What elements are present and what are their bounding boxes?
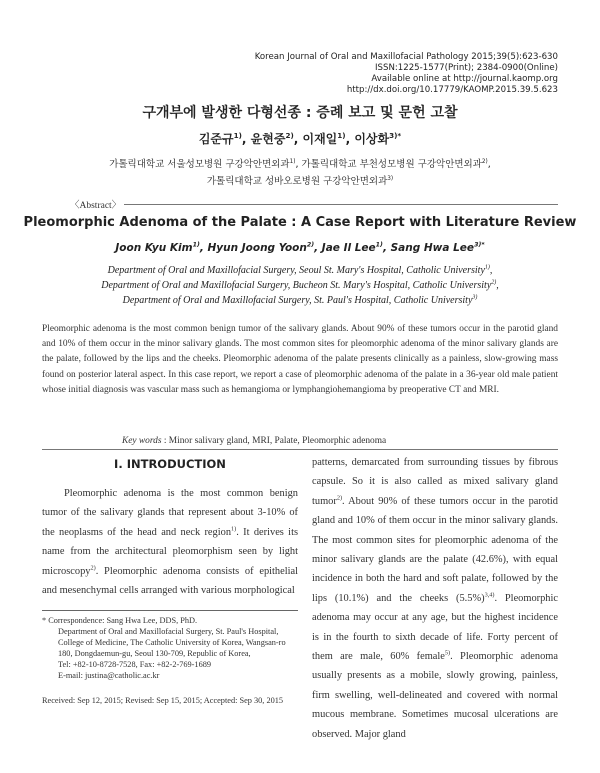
author-separator: , <box>241 132 251 146</box>
journal-doi: http://dx.doi.org/10.17779/KAOMP.2015.39.5.623 <box>346 85 558 95</box>
korean-affiliation-line-2 <box>0 173 600 187</box>
english-affiliation-3 <box>0 295 600 306</box>
english-author-3: Jae Il Lee <box>321 242 376 254</box>
citation-sup: 5) <box>444 649 451 657</box>
korean-author-1: 김준규 <box>198 132 234 146</box>
footnote-rule <box>42 610 298 611</box>
abstract-label: 〈Abstract〉 <box>70 201 122 211</box>
abstract-body: Pleomorphic adenoma is the most common benign tumor of the salivary glands. About 90% of these tumors occur in the parotid gland and 10% of them occur in the minor salivary glands. The most common sites for pleomorphic adenoma of the minor salivary glands are the palate, followed by the lips and the cheeks. Pleomorphic adenoma of the palate presents clinically as a painless, slow-growing mass found on posterior lateral aspect. In this case report, we report a case of pleomorphic adenoma of the palate in a 36-year old male patient whose initial diagnosis was vascular mass such as hemangioma or lymphangiohemangioma by preoperative CT and MRI. <box>42 324 558 395</box>
correspondence-label: * Correspondence: Sang Hwa Lee, DDS, PhD. <box>42 616 198 625</box>
author-separator: , <box>293 132 303 146</box>
english-affiliation-3-sup: 3) <box>472 294 478 301</box>
received-dates: Received: Sep 12, 2015; Revised: Sep 15, 2015; Accepted: Sep 30, 2015 <box>42 696 284 705</box>
author-separator: , <box>314 242 322 254</box>
english-author-4: Sang Hwa Lee <box>390 242 475 254</box>
korean-affiliation-line-1 <box>0 156 600 170</box>
correspondence-footnote <box>42 615 298 682</box>
intro-paragraph-1 <box>42 484 298 600</box>
english-affiliation-2 <box>0 280 600 291</box>
korean-affiliation-3: 가톨릭대학교 성바오로병원 구강악안면외과 <box>206 176 388 187</box>
korean-author-3-sup: 1) <box>337 131 346 140</box>
korean-author-3: 이재일 <box>302 132 338 146</box>
journal-availability: Available online at http://journal.kaomp.org <box>371 74 558 84</box>
english-author-1-sup: 1) <box>192 241 200 249</box>
left-column <box>42 484 298 600</box>
author-separator: , <box>382 242 391 254</box>
korean-affiliation-2: , 가톨릭대학교 부천성모병원 구강악안면외과 <box>295 159 482 170</box>
english-authors <box>0 242 600 254</box>
text-run: . It derives its name from the architectural pleomorphism seen by light microscopy <box>42 526 299 577</box>
english-affiliation-1-sup: 1) <box>484 264 490 271</box>
citation-sup: 2) <box>336 494 343 502</box>
right-column <box>312 453 558 744</box>
korean-author-4: 이상화 <box>354 132 390 146</box>
abstract-bottom-rule <box>42 449 558 450</box>
english-affiliation-1 <box>0 265 600 276</box>
section-heading-introduction: Ⅰ. INTRODUCTION <box>114 457 226 471</box>
english-affiliation-1-comma: , <box>489 265 493 276</box>
korean-affiliation-1: 가톨릭대학교 서울성모병원 구강악안면외과 <box>109 159 290 170</box>
text-run: . About 90% of these tumors occur in the parotid gland and 10% of them occur in the minor salivary glands. The most common sites for pleomorphic adenoma of the minor salivary glands are the palate (42.6%), with equal incidence in both the hard and soft palate, followed by the lips (10.1%) and the cheeks (5.5%) <box>312 495 558 604</box>
english-affiliation-2-sup: 2) <box>491 279 497 286</box>
abstract-top-rule <box>124 204 558 205</box>
english-author-2: Hyun Joong Yoon <box>207 242 307 254</box>
journal-citation: Korean Journal of Oral and Maxillofacial Pathology 2015;39(5):623-630 <box>254 52 558 62</box>
english-affiliation-2-comma: , <box>496 280 499 291</box>
keywords-text: : Minor salivary gland, MRI, Palate, Pleomorphic adenoma <box>161 436 387 446</box>
journal-masthead <box>198 52 558 96</box>
correspondence-phone: Tel: +82-10-8728-7528, Fax: +82-2-769-1689 <box>58 660 212 670</box>
english-author-2-sup: 2) <box>306 241 315 249</box>
english-title: Pleomorphic Adenoma of the Palate : A Case Report with Literature Review <box>23 215 577 230</box>
korean-affiliation-2-sup: 2) <box>481 158 488 165</box>
text-run: . Pleomorphic adenoma usually presents as a mobile, slowly growing, painless, firm swelling, well-delineated and covered with normal mucous membrane. Sometimes mucosal ulcerations are observed. Major gland <box>312 651 559 740</box>
korean-affiliation-comma: , <box>487 159 491 170</box>
text-run: patterns, demarcated from surrounding tissues by fibrous capsule. So it is also called as mixed salivary gland tumor <box>312 457 558 507</box>
english-affiliation-1-text: Department of Oral and Maxillofacial Surgery, Seoul St. Mary's Hospital, Catholic University <box>107 265 485 276</box>
text-run: . Pleomorphic adenoma consists of epithelial and mesenchymal cells arranged with various morphological <box>42 565 298 597</box>
citation-sup: 1) <box>231 525 237 533</box>
korean-title: 구개부에 발생한 다형선종 : 증례 보고 및 문헌 고찰 <box>142 105 458 121</box>
korean-author-2: 윤현중 <box>250 132 286 146</box>
english-affiliation-3-text: Department of Oral and Maxillofacial Surgery, St. Paul's Hospital, Catholic University <box>122 295 473 306</box>
citation-sup: 2) <box>90 564 96 572</box>
citation-sup: 3,4) <box>484 591 495 599</box>
keywords-label: Key words <box>122 436 162 446</box>
author-separator: , <box>345 132 355 146</box>
keywords <box>122 436 386 446</box>
text-run: Pleomorphic adenoma is the most common benign tumor of the salivary glands that represent about 3-10% of the neoplasms of the head and neck region <box>42 488 298 538</box>
english-author-3-sup: 1) <box>375 241 383 249</box>
korean-author-4-sup: 3)* <box>389 131 402 140</box>
korean-author-2-sup: 2) <box>285 131 294 140</box>
intro-paragraph-continued <box>312 453 558 744</box>
correspondence-email: E-mail: justina@catholic.ac.kr <box>58 671 160 681</box>
korean-affiliation-3-sup: 3) <box>387 175 394 182</box>
english-affiliation-2-text: Department of Oral and Maxillofacial Surgery, Bucheon St. Mary's Hospital, Catholic University <box>101 280 492 291</box>
korean-affiliation-1-sup: 1) <box>289 158 296 165</box>
text-run: . Pleomorphic adenoma may occur at any age, but the highest incidence is in the fourth to sixth decade of life. Forty percent of them are male, 60% female <box>312 592 559 663</box>
correspondence-address: Department of Oral and Maxillofacial Surgery, St. Paul's Hospital, College of Medicine, The Catholic University of Korea, Wangsan-ro 180, Dongdaemun-gu, Seoul 130-709, Republic of Korea, <box>58 627 286 659</box>
korean-authors <box>0 130 600 147</box>
english-author-1: Joon Kyu Kim <box>115 242 193 254</box>
author-separator: , <box>199 242 208 254</box>
journal-issn: ISSN:1225-1577(Print); 2384-0900(Online) <box>375 63 558 73</box>
english-author-4-sup: 3)* <box>474 241 485 249</box>
korean-author-1-sup: 1) <box>233 131 242 140</box>
